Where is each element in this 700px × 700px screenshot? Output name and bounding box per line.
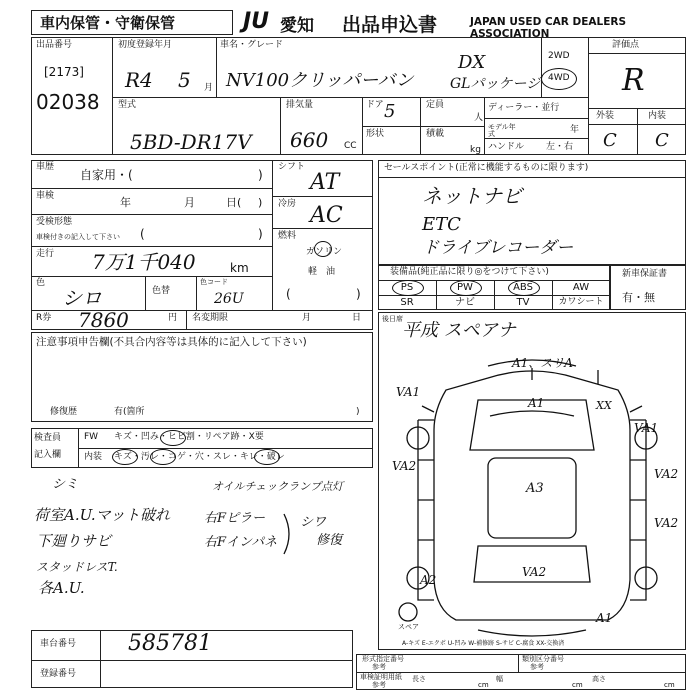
repair-close: ) [356, 407, 360, 417]
repair-label: 修復歴 [50, 407, 78, 417]
color-code-label: 色コード [200, 278, 228, 286]
shape-label: 形状 [366, 129, 385, 139]
chassis-value: 585781 [128, 631, 212, 656]
registration-month: 5 [178, 68, 191, 92]
model-label: 車名・グレード [220, 40, 284, 50]
ac-label: 冷房 [278, 199, 297, 209]
equipment-navi: ナビ [455, 297, 475, 308]
rating-label: 評価点 [612, 40, 640, 50]
color-code-value: 26U [214, 291, 244, 307]
conversion-label: 受検形態 [36, 217, 73, 227]
name-change-label: 名変期限 [192, 313, 229, 323]
form-title: 出品申込書 [342, 14, 438, 36]
inspector-note-6: オイルチェックランプ点灯 [212, 480, 344, 493]
recycle-label: R券 [36, 313, 52, 323]
inspector-fw-label: FW [84, 432, 99, 442]
registration-era-year: R4 [125, 68, 153, 92]
inspector-note-1: シミ [52, 477, 79, 492]
diagram-label-rear: VA2 [522, 565, 547, 579]
inspector-label1: 検査員 [34, 433, 62, 443]
conversion-close: ) [258, 227, 263, 241]
inspection-month: 月 [184, 196, 195, 209]
load-unit: kg [470, 145, 481, 155]
selling-point-2: ETC [422, 214, 461, 235]
type-value: 5BD-DR17V [130, 130, 252, 154]
doors-label: ドア [366, 100, 384, 110]
inspector-bracket [280, 512, 300, 556]
mileage-label: 走行 [36, 249, 55, 259]
notes-header: 注意事項申告欄(不具合内容等は具体的に記入して下さい) [36, 336, 307, 348]
fuel-close: ) [356, 287, 361, 301]
color-value: シロ [62, 286, 102, 310]
recycle-unit: 円 [168, 313, 178, 323]
model-year-label: モデル年式 [488, 123, 516, 138]
inspector-circle-2 [112, 449, 138, 465]
equipment-ps-circle [392, 280, 424, 296]
fuel-label: 燃料 [278, 231, 297, 241]
conversion-open: ( [140, 227, 145, 241]
lot-number: 02038 [36, 90, 100, 114]
rating-exterior-label: 外装 [596, 111, 615, 121]
diagram-label-hood: A1 [528, 396, 545, 410]
equipment-pw-circle [450, 280, 482, 296]
inspector-note-10: 修復 [316, 533, 343, 548]
org-name: JAPAN USED CAR DEALERS ASSOCIATION [470, 16, 627, 40]
capacity-unit: 人 [474, 113, 484, 123]
reg-cert-width-cm: cm [572, 681, 583, 689]
load-label: 積載 [426, 129, 445, 139]
equipment-leather: カワシート [558, 297, 604, 307]
diagram-label-top: A1、スリA [512, 356, 573, 370]
diagram-label-front-left: VA1 [396, 385, 421, 399]
diagram-label-right-front: VA1 [634, 421, 659, 435]
shift-label: シフト [278, 162, 306, 172]
inspector-note-8: 右Fインパネ [204, 535, 278, 550]
lot-label: 出品番号 [36, 40, 73, 50]
category-ref: 参考 [530, 663, 544, 671]
inspector-circle-3 [150, 449, 176, 465]
inspector-note-9: シワ [300, 515, 327, 530]
displacement-label: 排気量 [286, 100, 314, 110]
brand-logo: JU [243, 9, 270, 34]
inspection-year: 年 [120, 196, 131, 209]
inspector-note-3: 下廻りサビ [36, 532, 112, 550]
diagram-label-roof: A3 [526, 481, 544, 496]
type-label: 型式 [118, 100, 137, 110]
equipment-pw: PW [457, 282, 473, 293]
inspector-note-7: 右Fピラー [204, 511, 266, 526]
conversion-note: 車検付きの記入して下さい [36, 233, 120, 241]
reg-cert-height-cm: cm [664, 681, 675, 689]
model-grade1: DX [458, 52, 486, 73]
color-label: 色 [36, 278, 46, 288]
fuel-circle [314, 241, 332, 257]
selling-points-label: セールスポイント(正常に機能するものに限ります) [384, 163, 589, 173]
diagram-legend: A-キズ E-エクボ U-凹み W-補修跡 S-サビ C-腐食 XX-交換済 [402, 640, 565, 647]
rating-exterior: C [603, 130, 617, 151]
diagram-label-right-mid: VA2 [654, 467, 679, 481]
inspector-circle-4 [254, 449, 280, 465]
equipment-tv: TV [516, 297, 530, 308]
inspector-note-2: 荷室A.U.マット破れ [34, 506, 171, 524]
category-label: 類別区分番号 [522, 655, 564, 663]
rating-interior: C [655, 130, 669, 151]
lot-sub-number: [2173] [44, 65, 84, 79]
color-change-label: 色替 [152, 286, 171, 296]
inspector-int-label: 内装 [84, 452, 103, 462]
diagram-label-left-mid: VA2 [392, 459, 417, 473]
mileage-value: 7万1千040 [92, 250, 196, 274]
inspector-note-5: 各A.U. [38, 579, 85, 597]
displacement-unit: CC [344, 141, 357, 151]
selling-point-1: ネットナビ [422, 184, 522, 208]
model-year-unit: 年 [570, 125, 580, 135]
diagram-label-spare: スペア [398, 623, 419, 631]
reg-cert-ref: 参考 [372, 681, 386, 689]
equipment-ps: PS [400, 282, 414, 293]
inspector-int-items: キズ・汚レ・コゲ・穴・スレ・キレ・破レ [114, 452, 285, 462]
name-change-month: 月 [302, 313, 312, 323]
new-warranty-value: 有・無 [622, 291, 655, 304]
mileage-unit: km [230, 261, 249, 275]
storage-label-box [31, 10, 233, 35]
inspector-fw-items: キズ・凹み・ヒビ割・リペア跡・X要 [114, 432, 264, 442]
rating-interior-label: 内装 [648, 111, 667, 121]
registration-label: 初度登録年月 [118, 40, 173, 50]
ac-value: AC [310, 203, 343, 228]
doors-value: 5 [384, 101, 396, 122]
name-change-day: 日 [352, 313, 362, 323]
handle-label: ハンドル [488, 142, 525, 152]
usage-close: ) [258, 168, 263, 182]
fuel-opt2: 軽 油 [308, 267, 336, 277]
chassis-label: 車台番号 [40, 639, 77, 649]
equipment-abs-circle [508, 280, 540, 296]
diagram-label-bottom: A1 [596, 611, 613, 625]
diagram-label-hood-right: XX [596, 399, 612, 412]
inspector-label2: 記入欄 [34, 450, 62, 460]
reg-number-label: 登録番号 [40, 669, 77, 679]
dealer-label: ディーラー・並行 [488, 103, 560, 113]
fuel-open: ( [286, 287, 291, 301]
diagram-label-right-rear: VA2 [654, 516, 679, 530]
usage-label: 車歴 [36, 162, 55, 172]
storage-label: 車内保管・守衛保管 [40, 14, 176, 32]
selling-point-3: ドライブレコーダー [422, 238, 574, 258]
equipment-sr: SR [400, 297, 414, 308]
fuel-opt1: ガソリン [306, 247, 343, 257]
repair-value: 有(箇所 [114, 407, 145, 417]
inspector-note-4: スタッドレスT. [36, 560, 118, 574]
reg-cert-label: 車検証明用紙 [360, 673, 402, 681]
drive-opt1: 2WD [548, 51, 570, 61]
model-name: NV100クリッパーバン [226, 70, 414, 91]
inspection-day: 日( [226, 196, 242, 209]
shift-value: AT [310, 170, 340, 195]
inspection-close: ) [258, 196, 263, 209]
designation-ref: 参考 [372, 663, 386, 671]
usage-value: 自家用・( [80, 168, 133, 182]
equipment-label: 装備品(純正品に限り◎をつけて下さい) [390, 267, 549, 277]
drive-circle [541, 68, 577, 90]
recycle-value: 7860 [78, 308, 129, 332]
displacement-value: 660 [290, 128, 329, 152]
equipment-aw: AW [572, 282, 590, 293]
inspector-circle-1 [160, 430, 186, 446]
rating-score: R [622, 63, 645, 98]
new-warranty-label: 新車保証書 [622, 269, 668, 279]
reg-cert-width: 幅 [496, 675, 503, 683]
handle-value: 左・右 [546, 142, 574, 152]
drive-opt2: 4WD [548, 73, 570, 83]
model-grade2: GLパッケージ [450, 76, 541, 92]
diagram-label-left-rear: A2 [420, 573, 437, 587]
capacity-label: 定員 [426, 100, 445, 110]
designation-label: 形式指定番号 [362, 655, 404, 663]
registration-month-unit: 月 [204, 83, 214, 93]
reg-cert-height: 高さ [592, 675, 606, 683]
inspection-label: 車検 [36, 191, 55, 201]
equipment-abs: ABS [513, 282, 533, 293]
reg-cert-length-cm: cm [478, 681, 489, 689]
rear-seat-label: 後日席 [382, 315, 403, 323]
rear-seat-value: 平成 スペアナ [402, 320, 516, 341]
reg-cert-length: 長さ [412, 675, 426, 683]
brand-region: 愛知 [280, 16, 314, 36]
